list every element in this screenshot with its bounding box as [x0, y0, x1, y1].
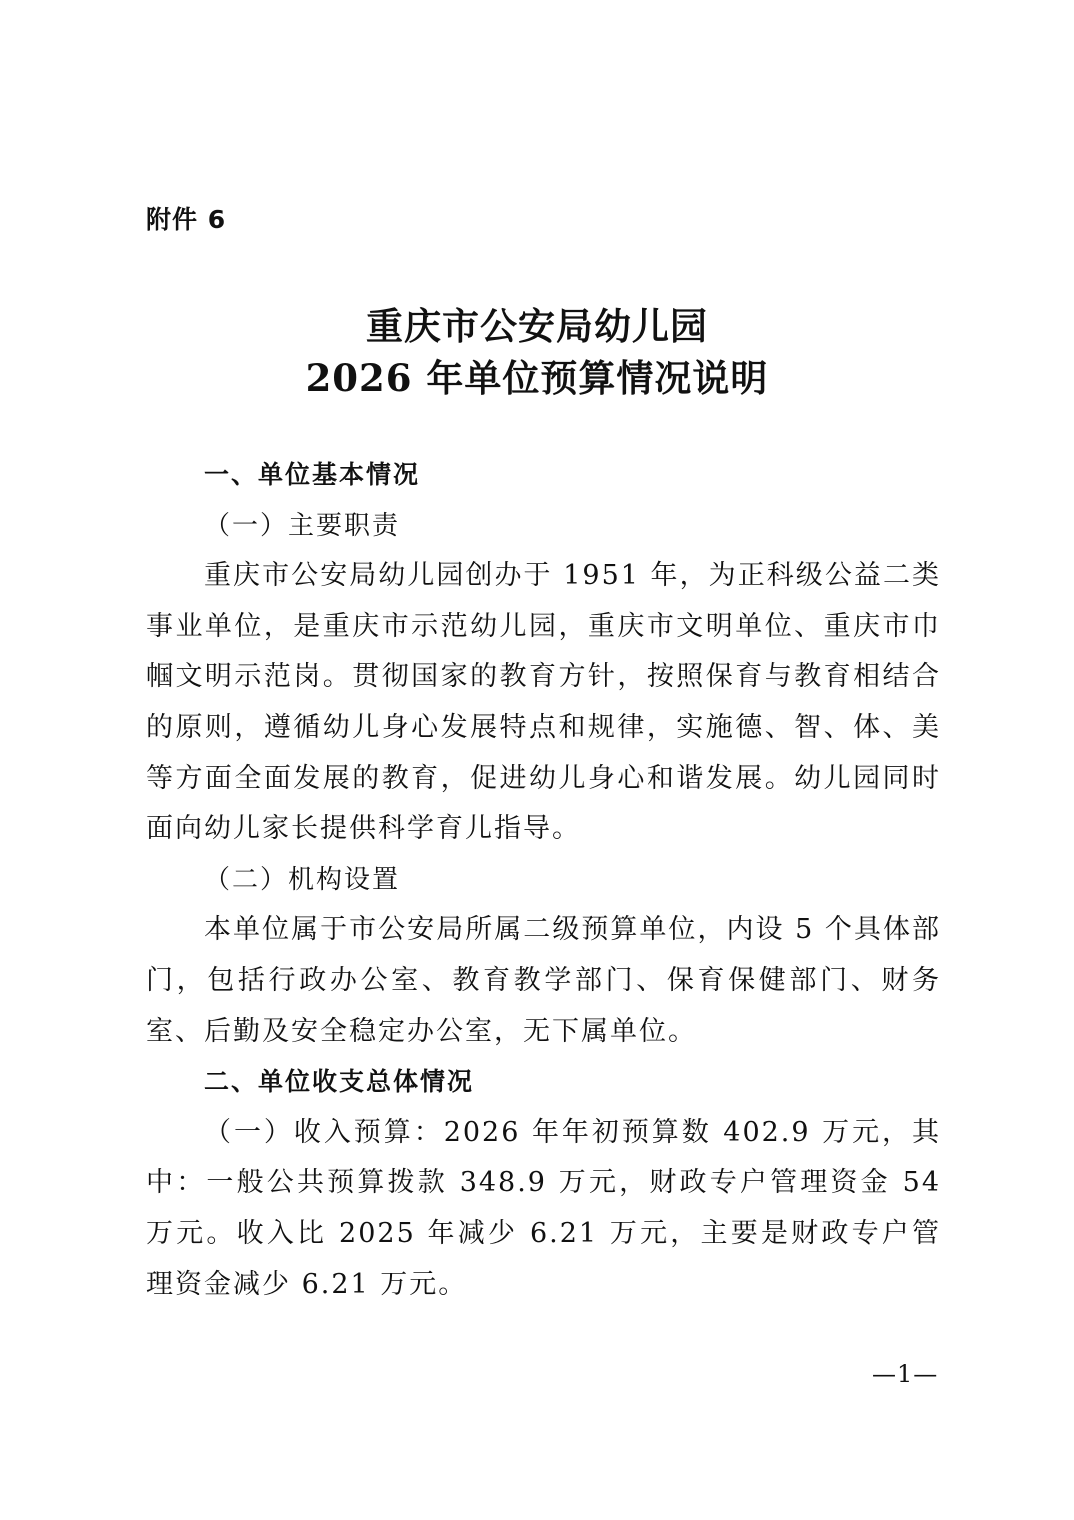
document-title-line-2: 2026 年单位预算情况说明	[305, 356, 769, 400]
document-body	[146, 450, 941, 1310]
section-heading-budget-overview: 二、单位收支总体情况	[204, 1067, 475, 1097]
page-number: —1—	[872, 1360, 939, 1388]
subsection-heading-organization: （二）机构设置	[204, 864, 401, 895]
section-heading-basic-info: 一、单位基本情况	[204, 460, 421, 489]
document-title-line-1: 重庆市公安局幼儿园	[366, 304, 708, 348]
paragraph-main-duties: 重庆市公安局幼儿园创办于 1951 年，为正科级公益二类事业单位，是重庆市示范幼儿园，重庆市文明单位、重庆市巾帼文明示范岗。贯彻国家的教育方针，按照保育与教育相结合的原则，遵循幼儿身心发展特点和规律，实施德、智、体、美等方面全面发展的教育，促进幼儿身心和谐发展。幼儿园同时面向幼儿家长提供科学育儿指导。	[146, 560, 941, 845]
paragraph-income-budget: （一）收入预算：2026 年年初预算数 402.9 万元，其中：一般公共预算拨款 348.9 万元，财政专户管理资金 54 万元。收入比 2025 年减少 6.21 万元，主要是财政专户管理资金减少 6.21 万元。	[146, 1116, 941, 1300]
attachment-label: 附件 6	[146, 205, 227, 234]
paragraph-organization: 本单位属于市公安局所属二级预算单位，内设 5 个具体部门，包括行政办公室、教育教学部门、保育保健部门、财务室、后勤及安全稳定办公室，无下属单位。	[146, 914, 941, 1047]
subsection-heading-main-duties: （一）主要职责	[204, 510, 401, 541]
